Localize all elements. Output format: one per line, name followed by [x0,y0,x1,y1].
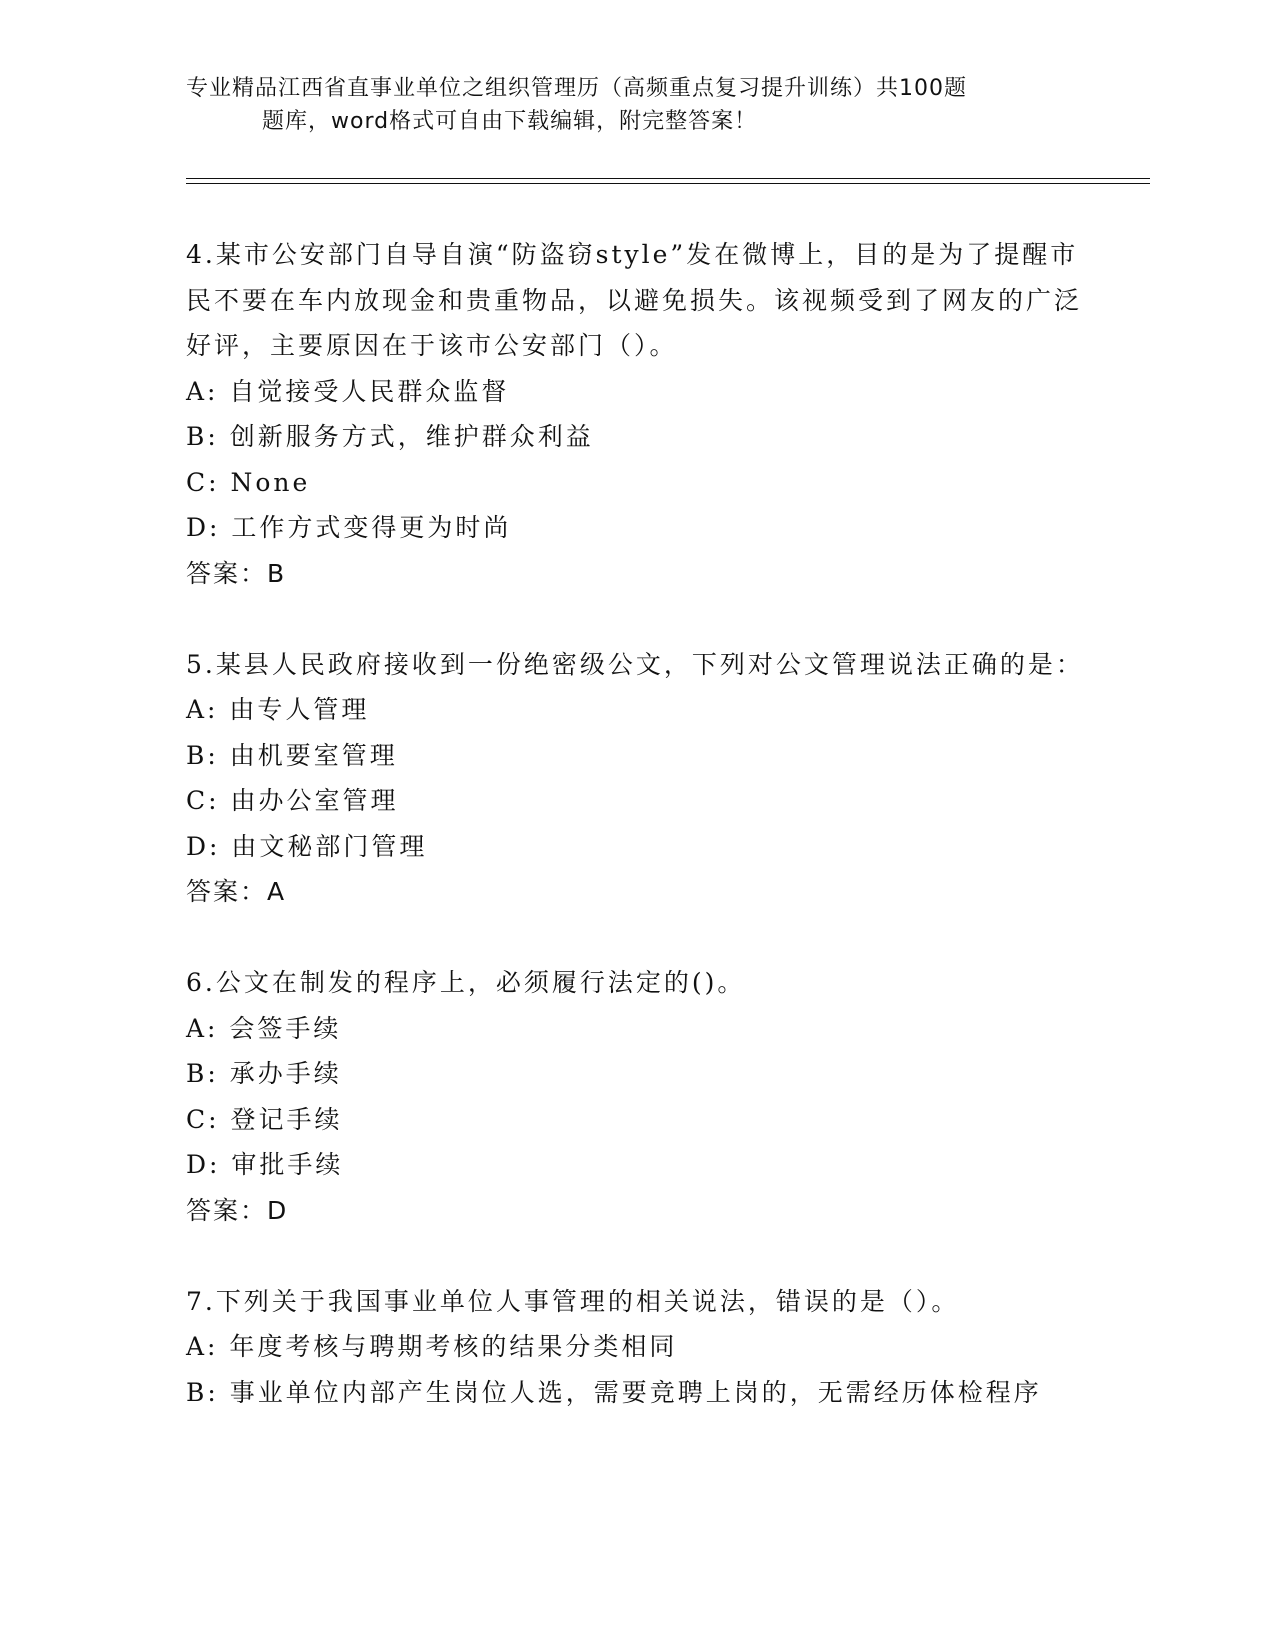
question-text: 4.某市公安部门自导自演“防盗窃style”发在微博上，目的是为了提醒市民不要在车内放现金和贵重物品，以避免损失。该视频受到了网友的广泛好评，主要原因在于该市公安部门（）。 [186,240,1083,360]
spacer [186,1233,1086,1279]
question-text: 7.下列关于我国事业单位人事管理的相关说法，错误的是（）。 [186,1286,960,1316]
question-text: 6.公文在制发的程序上，必须履行法定的()。 [186,968,746,997]
header-divider-bottom [186,183,1150,184]
document-header [186,72,1086,138]
answer-label: 答案：A [186,877,287,906]
option-b: B: 承办手续 [186,1059,342,1088]
question-list [186,232,1086,1415]
answer-label: 答案：D [186,1195,289,1225]
option-d: D: 由文秘部门管理 [186,831,428,861]
question-6 [186,960,1086,1233]
option-c: C: 登记手续 [186,1104,343,1134]
option-c: C: 由办公室管理 [186,786,399,815]
option-a: A: 年度考核与聘期考核的结果分类相同 [186,1332,678,1361]
option-a: A: 由专人管理 [186,695,370,724]
option-b: B: 事业单位内部产生岗位人选，需要竞聘上岗的，无需经历体检程序 [186,1377,1042,1407]
option-a: A: 自觉接受人民群众监督 [186,376,510,406]
spacer [186,915,1086,961]
spacer [186,596,1086,642]
header-title-line2: 题库，word格式可自由下载编辑，附完整答案！ [262,109,758,134]
answer-label: 答案：B [186,558,287,588]
option-c: C: None [186,467,311,497]
option-b: B: 由机要室管理 [186,740,398,770]
question-7 [186,1279,1086,1416]
question-text: 5.某县人民政府接收到一份绝密级公文，下列对公文管理说法正确的是： [186,649,1084,679]
header-divider-top [186,178,1150,179]
option-b: B: 创新服务方式，维护群众利益 [186,422,594,451]
option-d: D: 审批手续 [186,1150,344,1179]
question-4 [186,232,1086,596]
question-5 [186,642,1086,915]
header-title-line1: 专业精品江西省直事业单位之组织管理历（高频重点复习提升训练）共100题 [186,76,967,101]
option-d: D: 工作方式变得更为时尚 [186,513,512,542]
option-a: A: 会签手续 [186,1013,342,1043]
